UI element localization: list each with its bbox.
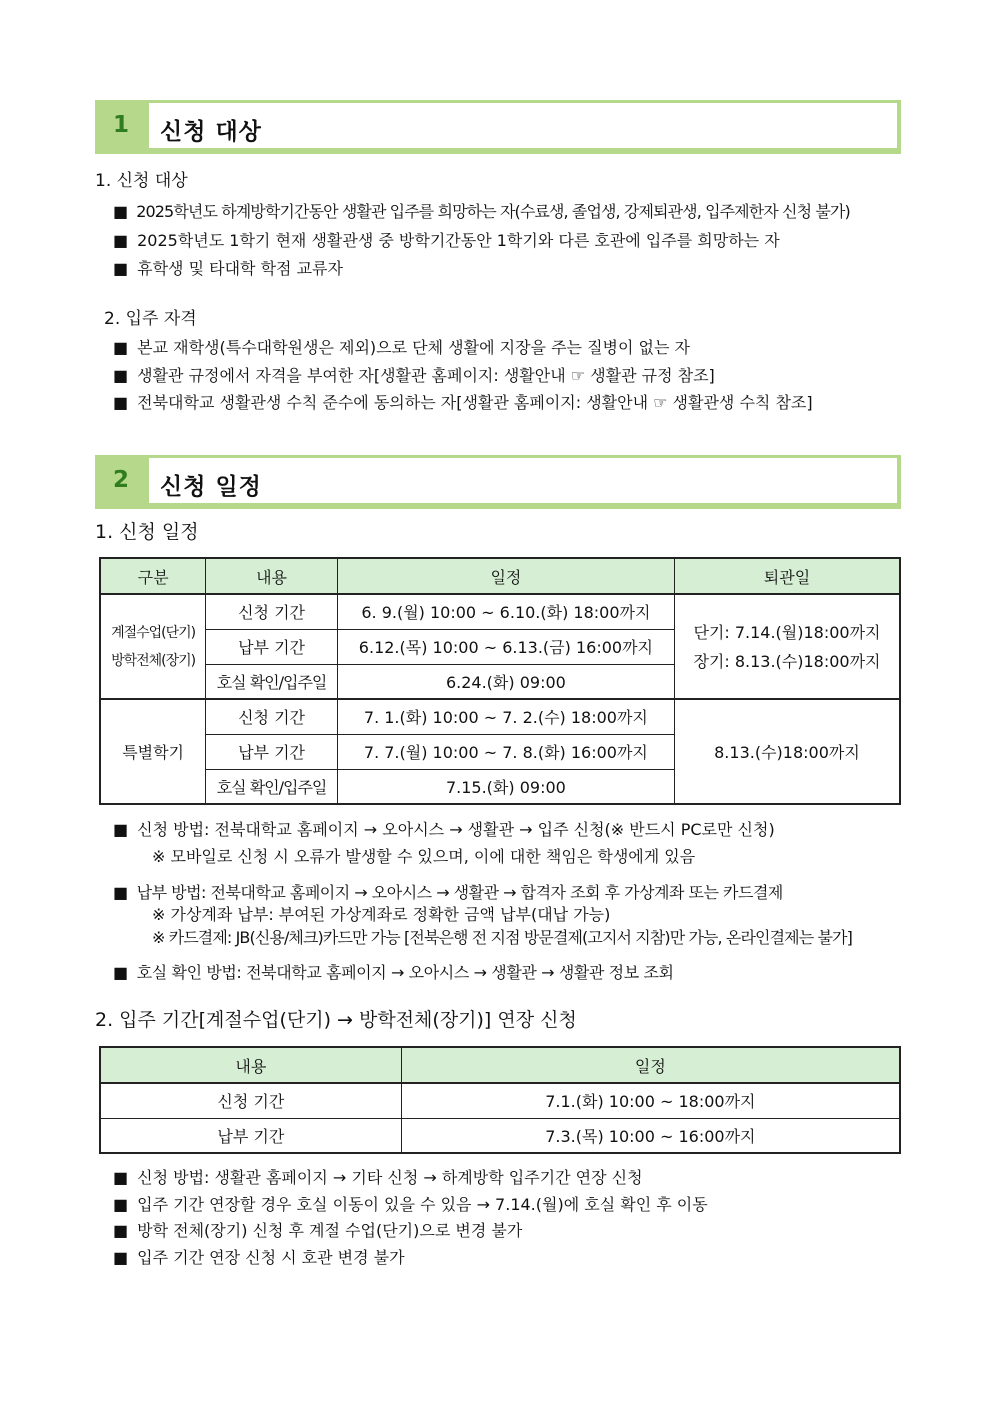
group-label-line: 방학전체(장기) — [111, 652, 196, 669]
list-item: ■ 입주 기간 연장 신청 시 호관 변경 불가 — [113, 1248, 405, 1268]
table-header: 일정 — [337, 558, 674, 594]
checkout-cell: 8.13.(수)18:00까지 — [674, 699, 900, 804]
subheading-schedule: 1. 신청 일정 — [95, 521, 199, 543]
table-cell-date: 7.3.(목) 10:00 ~ 16:00까지 — [401, 1118, 900, 1153]
list-item: ■ 방학 전체(장기) 신청 후 계절 수업(단기)으로 변경 불가 — [113, 1221, 522, 1241]
list-item: ■ 2025학년도 하계방학기간동안 생활관 입주를 희망하는 자(수료생, 졸업생, 강제퇴관생, 입주제한자 신청 불가) — [113, 202, 850, 222]
table-cell-date: 6.24.(화) 09:00 — [337, 664, 674, 699]
note-detail: ※ 모바일로 신청 시 오류가 발생할 수 있으며, 이에 대한 책임은 학생에게 있음 — [152, 847, 696, 866]
extension-table — [99, 1046, 901, 1154]
table-cell-item: 신청 기간 — [100, 1083, 401, 1118]
section-title: 신청 일정 — [160, 474, 262, 500]
section-number: 2 — [113, 467, 130, 493]
table-cell-date: 7.15.(화) 09:00 — [337, 769, 674, 804]
section-header-1 — [95, 100, 901, 154]
list-item: ■ 휴학생 및 타대학 학점 교류자 — [113, 259, 343, 279]
table-cell-date: 7. 1.(화) 10:00 ~ 7. 2.(수) 18:00까지 — [337, 699, 674, 734]
checkout-line: 장기: 8.13.(수)18:00까지 — [693, 651, 881, 671]
note-detail: ※ 카드결제: JB(신용/체크)카드만 가능 [전북은행 전 지점 방문결제(고지서 지참)만 가능, 온라인결제는 불가] — [152, 928, 852, 947]
schedule-table — [99, 557, 901, 805]
table-cell-date: 7. 7.(월) 10:00 ~ 7. 8.(화) 16:00까지 — [337, 734, 674, 769]
note-room-method: ■ 호실 확인 방법: 전북대학교 홈페이지 → 오아시스 → 생활관 → 생활관 정보 조회 — [113, 963, 674, 983]
table-cell-date: 6. 9.(월) 10:00 ~ 6.10.(화) 18:00까지 — [337, 594, 674, 629]
list-item: ■ 2025학년도 1학기 현재 생활관생 중 방학기간동안 1학기와 다른 호관에 입주를 희망하는 자 — [113, 231, 780, 251]
list-item: ■ 생활관 규정에서 자격을 부여한 자[생활관 홈페이지: 생활안내 ☞ 생활관 규정 참조] — [113, 366, 715, 386]
table-cell-date: 7.1.(화) 10:00 ~ 18:00까지 — [401, 1083, 900, 1118]
table-header: 구분 — [100, 558, 206, 594]
subheading-extension: 2. 입주 기간[계절수업(단기) → 방학전체(장기)] 연장 신청 — [95, 1009, 577, 1031]
note-detail: ※ 가상계좌 납부: 부여된 가상계좌로 정확한 금액 납부(대납 가능) — [152, 905, 611, 924]
list-item: ■ 입주 기간 연장할 경우 호실 이동이 있을 수 있음 → 7.14.(월)에 호실 확인 후 이동 — [113, 1195, 708, 1215]
table-cell-item: 납부 기간 — [206, 734, 338, 769]
section-header-2 — [95, 455, 901, 509]
group-label-special: 특별학기 — [100, 699, 206, 804]
list-item: ■ 신청 방법: 생활관 홈페이지 → 기타 신청 → 하계방학 입주기간 연장 신청 — [113, 1168, 643, 1188]
checkout-cell — [674, 594, 900, 699]
checkout-line: 단기: 7.14.(월)18:00까지 — [693, 622, 881, 642]
table-cell-date: 6.12.(목) 10:00 ~ 6.13.(금) 16:00까지 — [337, 629, 674, 664]
table-header: 내용 — [100, 1047, 401, 1083]
table-header: 내용 — [206, 558, 338, 594]
group-label-seasonal — [100, 594, 206, 699]
section-title: 신청 대상 — [160, 119, 262, 145]
table-cell-item: 신청 기간 — [206, 594, 338, 629]
table-cell-item: 호실 확인/입주일 — [206, 769, 338, 804]
table-cell-item: 호실 확인/입주일 — [206, 664, 338, 699]
table-cell-item: 납부 기간 — [100, 1118, 401, 1153]
table-cell-item: 납부 기간 — [206, 629, 338, 664]
note-apply-method: ■ 신청 방법: 전북대학교 홈페이지 → 오아시스 → 생활관 → 입주 신청(※ 반드시 PC로만 신청) — [113, 820, 775, 840]
list-item: ■ 본교 재학생(특수대학원생은 제외)으로 단체 생활에 지장을 주는 질병이 없는 자 — [113, 338, 690, 358]
list-item: ■ 전북대학교 생활관생 수칙 준수에 동의하는 자[생활관 홈페이지: 생활안내 ☞ 생활관생 수칙 참조] — [113, 393, 813, 413]
note-pay-method: ■ 납부 방법: 전북대학교 홈페이지 → 오아시스 → 생활관 → 합격자 조회 후 가상계좌 또는 카드결제 — [113, 883, 783, 903]
group-label-line: 계절수업(단기) — [111, 624, 196, 641]
table-header: 퇴관일 — [674, 558, 900, 594]
subheading-apply-target: 1. 신청 대상 — [95, 171, 188, 191]
subheading-eligibility: 2. 입주 자격 — [104, 309, 197, 329]
table-cell-item: 신청 기간 — [206, 699, 338, 734]
section-number: 1 — [113, 112, 130, 138]
table-header: 일정 — [401, 1047, 900, 1083]
